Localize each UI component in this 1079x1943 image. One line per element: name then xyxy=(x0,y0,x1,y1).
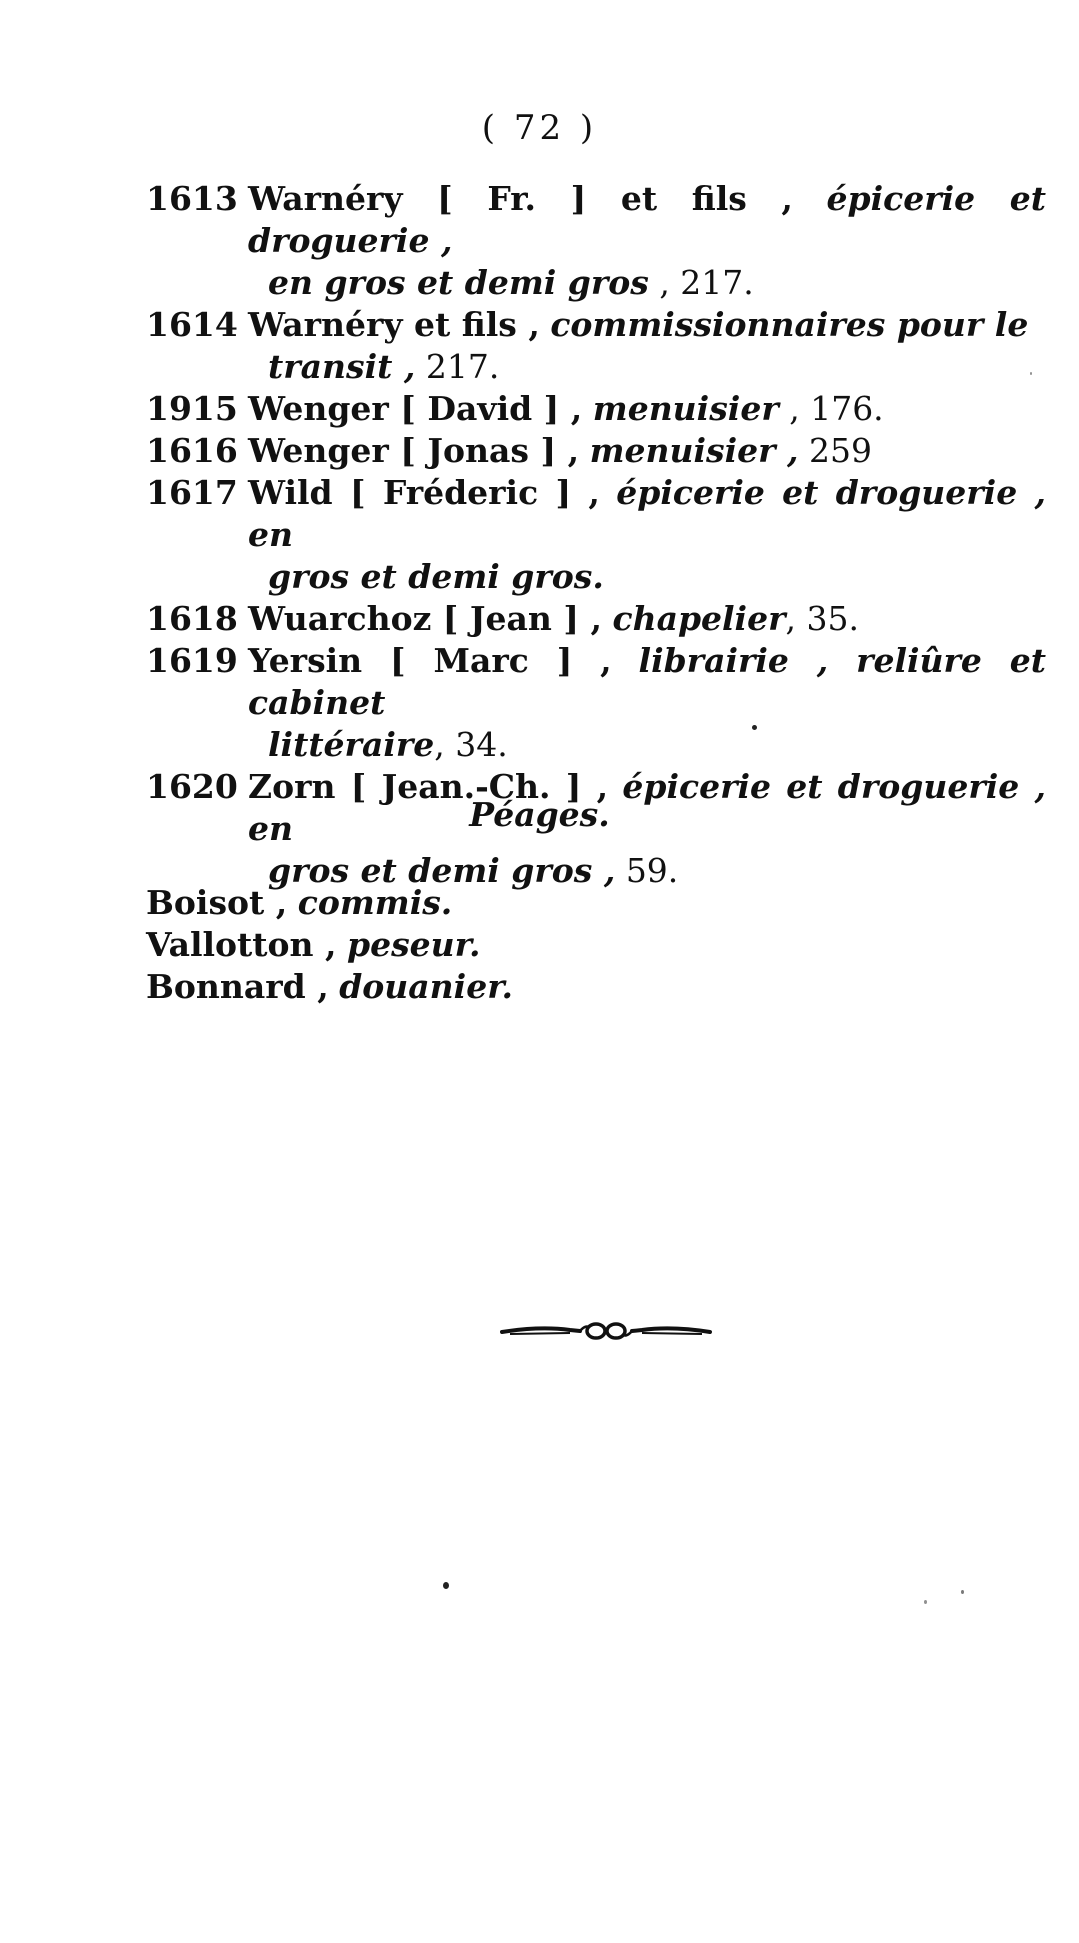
entry-occupation-cont: en gros et demi gros xyxy=(268,263,649,302)
entry-occupation: épicerie et droguerie , xyxy=(248,179,1046,260)
peages-list xyxy=(146,882,846,1008)
entry-occupation: épicerie et droguerie , en xyxy=(248,767,1046,848)
entry-occupation: menuisier , xyxy=(589,431,799,470)
ink-speck xyxy=(1030,372,1032,375)
list-item xyxy=(146,598,1046,640)
entry-page-ref: 217. xyxy=(425,347,500,386)
entry-name: Wuarchoz [ Jean ] , xyxy=(248,599,602,638)
page-number: ( 72 ) xyxy=(481,108,598,148)
person-name: Bonnard , xyxy=(146,967,329,1006)
entry-page-ref: , 217. xyxy=(659,263,754,302)
entry-occupation: épicerie et droguerie , en xyxy=(248,473,1046,554)
entry-number: 1620 xyxy=(146,767,238,806)
entry-page-ref: , 176. xyxy=(789,389,884,428)
list-item xyxy=(146,430,1046,472)
person-name: Vallotton , xyxy=(146,925,337,964)
entry-page-ref: 59. xyxy=(625,851,679,890)
entry-name: Wenger [ Jonas ] , xyxy=(248,431,580,470)
entry-page-ref: , 35. xyxy=(785,599,859,638)
entry-occupation: commissionnaires pour le xyxy=(550,305,1029,344)
list-item xyxy=(146,304,1046,388)
person-role: commis. xyxy=(297,883,453,922)
entry-name: Warnéry [ Fr. ] et fils , xyxy=(248,179,793,218)
entry-occupation: menuisier xyxy=(592,389,779,428)
person-role: peseur. xyxy=(347,925,481,964)
entry-name: Yersin [ Marc ] , xyxy=(248,641,612,680)
list-item xyxy=(146,882,846,924)
list-item xyxy=(146,472,1046,598)
entry-occupation-cont: gros et demi gros. xyxy=(268,557,604,596)
list-item xyxy=(146,178,1046,304)
entry-name: Warnéry et fils , xyxy=(248,305,540,344)
ink-speck xyxy=(961,1590,964,1594)
list-item xyxy=(146,388,1046,430)
list-item xyxy=(146,640,1046,766)
entry-number: 1616 xyxy=(146,431,238,470)
person-name: Boisot , xyxy=(146,883,288,922)
entry-name: Wenger [ David ] , xyxy=(248,389,583,428)
ornament-divider-icon xyxy=(500,1318,712,1344)
entry-occupation-cont: littéraire xyxy=(268,725,435,764)
ink-speck xyxy=(752,725,757,730)
entry-occupation: chapelier xyxy=(612,599,786,638)
entry-number: 1614 xyxy=(146,305,238,344)
person-role: douanier. xyxy=(339,967,514,1006)
entry-name: Wild [ Fréderic ] , xyxy=(248,473,600,512)
entry-number: 1619 xyxy=(146,641,238,680)
entry-number: 1915 xyxy=(146,389,238,428)
entry-name: Zorn [ Jean.-Ch. ] , xyxy=(248,767,609,806)
entry-occupation: librairie , reliûre et cabinet xyxy=(248,641,1046,722)
entry-page-ref: 259 xyxy=(809,431,872,470)
list-item xyxy=(146,966,846,1008)
entry-number: 1613 xyxy=(146,179,238,218)
section-title: Péages. xyxy=(469,795,610,834)
directory-entries xyxy=(146,178,1046,892)
ink-speck xyxy=(443,1582,449,1589)
list-item xyxy=(146,924,846,966)
entry-occupation-cont: transit , xyxy=(268,347,416,386)
entry-occupation-cont: gros et demi gros , xyxy=(268,851,616,890)
entry-page-ref: , 34. xyxy=(434,725,508,764)
entry-number: 1618 xyxy=(146,599,238,638)
entry-number: 1617 xyxy=(146,473,238,512)
ink-speck xyxy=(924,1600,927,1604)
